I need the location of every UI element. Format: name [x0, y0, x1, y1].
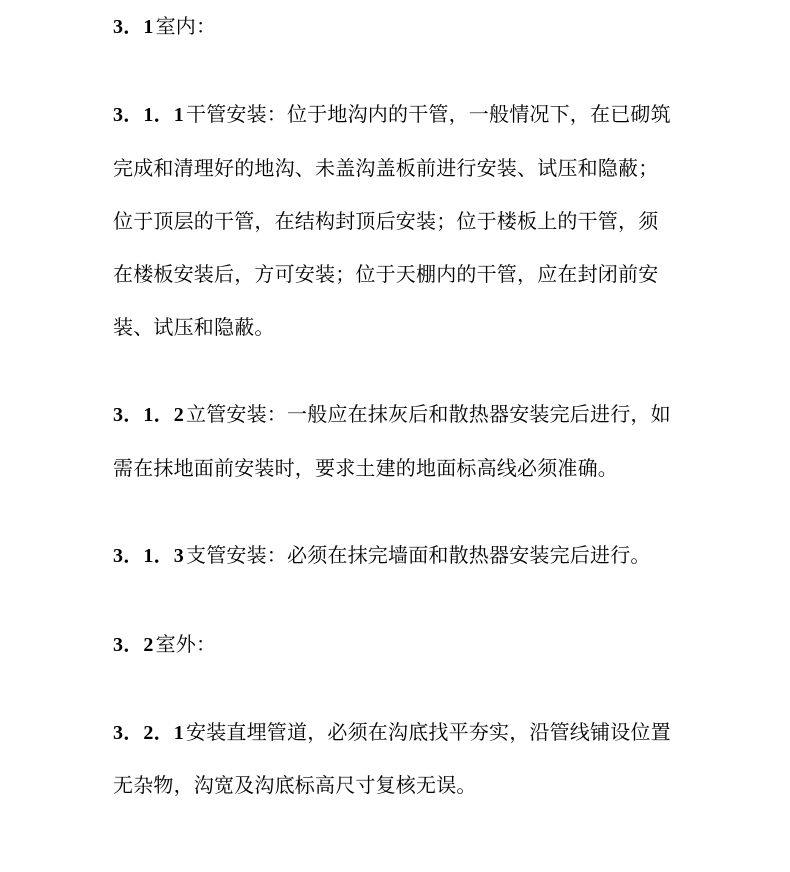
section-number: 3．2 [113, 634, 154, 656]
paragraph-line: 位于顶层的干管，在结构封顶后安装；位于楼板上的干管，须 [113, 209, 659, 233]
section-3-1-heading [113, 14, 216, 39]
section-number: 3．2．1 [113, 722, 184, 744]
section-text: 立管安装：一般应在抹灰后和散热器安装完后进行，如 [186, 402, 671, 426]
section-text: 室外： [155, 632, 217, 656]
paragraph-line: 完成和清理好的地沟、未盖沟盖板前进行安装、试压和隐蔽； [113, 156, 659, 180]
section-text: 安装直埋管道，必须在沟底找平夯实，沿管线铺设位置 [186, 720, 671, 744]
paragraph-line: 无杂物，沟宽及沟底标高尺寸复核无误。 [113, 773, 477, 797]
section-number: 3．1 [113, 16, 154, 38]
section-text: 室内： [155, 14, 217, 38]
section-3-1-2-line [113, 402, 671, 427]
paragraph-line: 需在抹地面前安装时，要求土建的地面标高线必须准确。 [113, 456, 618, 480]
section-3-2-heading [113, 632, 216, 657]
section-text: 支管安装：必须在抹完墙面和散热器安装完后进行。 [186, 543, 651, 567]
paragraph-line: 装、试压和隐蔽。 [113, 315, 275, 339]
section-number: 3．1．3 [113, 545, 184, 567]
section-text: 干管安装：位于地沟内的干管，一般情况下，在已砌筑 [186, 102, 671, 126]
section-3-1-3-line [113, 543, 651, 568]
section-3-1-1-line [113, 102, 671, 127]
section-3-2-1-line [113, 720, 671, 745]
section-number: 3．1．2 [113, 404, 184, 426]
section-number: 3．1．1 [113, 104, 184, 126]
paragraph-line: 在楼板安装后，方可安装；位于天棚内的干管，应在封闭前安 [113, 262, 659, 286]
